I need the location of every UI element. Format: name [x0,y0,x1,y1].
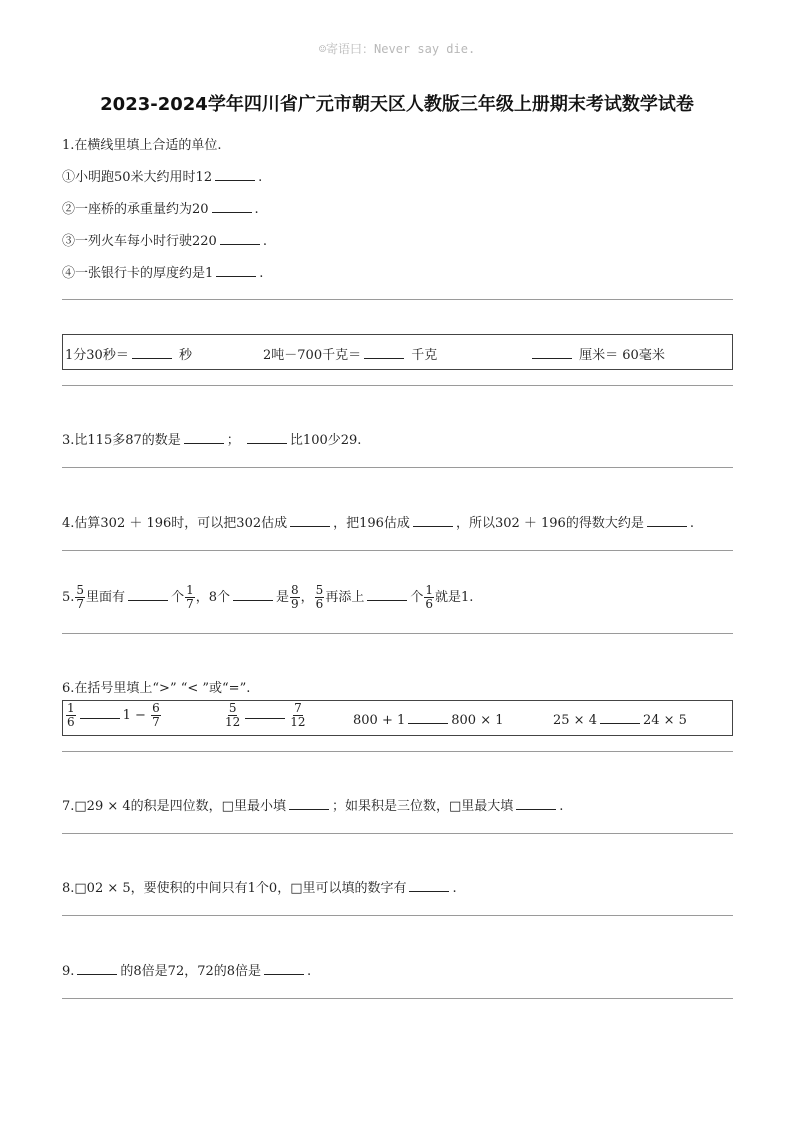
numerator: 5 [228,701,237,715]
q6-c-right: 800 × 1 [451,713,504,728]
fraction [424,584,434,611]
q2-c1-text: 1分30秒＝ [65,348,129,363]
fraction [224,702,241,729]
q6-cell-d [553,711,687,728]
numerator: 1 [67,701,75,715]
fraction [75,584,85,611]
answer-blank[interactable] [247,431,287,444]
q1-item-3 [62,230,267,249]
q6-d-right: 24 × 5 [642,713,687,728]
q3-text: 3.比115多87的数是 [62,433,181,448]
divider [62,467,733,468]
q4-mid2: ，所以302 ＋ 196的得数大约是 [455,516,644,531]
answer-blank[interactable] [409,879,449,892]
answer-blank[interactable] [600,711,640,724]
answer-blank[interactable] [413,514,453,527]
q1-item-2-end: . [254,202,259,217]
q5-t5: ， [300,590,314,605]
answer-blank[interactable] [264,962,304,975]
q7-text: 7.□29 × 4的积是四位数，□里最小填 [62,799,286,814]
q1-item-4-end: . [259,266,264,281]
answer-blank[interactable] [408,711,448,724]
numerator: 8 [291,583,299,597]
denominator: 6 [425,597,433,611]
divider [62,751,733,752]
answer-blank[interactable] [212,200,252,213]
divider [62,915,733,916]
q1-item-2-text: ②一座桥的承重量约为20 [62,202,209,217]
q5 [62,584,473,611]
q6-a-mid: 1 − [122,708,146,723]
q2-cell-1 [65,344,192,363]
q5-t6: 再添上 [325,590,365,605]
divider [62,299,733,300]
denominator: 6 [67,715,75,729]
answer-blank[interactable] [215,168,255,181]
q6-d-left: 25 × 4 [553,713,597,728]
q1-item-1-end: . [258,170,263,185]
answer-blank[interactable] [290,514,330,527]
q6-box [62,700,733,736]
divider [62,998,733,999]
answer-blank[interactable] [289,797,329,810]
q5-t3: ，8个 [195,590,230,605]
q2-cell-2 [263,344,437,363]
denominator: 12 [290,715,306,729]
q6-cell-b [223,702,308,729]
q2-box [62,334,733,370]
q5-t2: 个 [171,590,185,605]
q5-t4: 是 [276,590,290,605]
numerator: 6 [152,701,160,715]
fraction [66,702,76,729]
q6-prompt: 6.在括号里填上“>” “< ”或“=”. [62,681,251,696]
denominator: 9 [291,597,299,611]
q7 [62,795,563,814]
q5-t8: 就是1. [434,590,474,605]
q6-cell-c [353,711,504,728]
q3 [62,429,361,448]
q2-c2-unit: 千克 [411,348,438,363]
numerator: 7 [294,701,302,715]
page-title: 2023-2024学年四川省广元市朝天区人教版三年级上册期末考试数学试卷 [100,94,694,115]
q1-item-3-end: . [262,234,267,249]
answer-blank[interactable] [233,588,273,601]
answer-blank[interactable] [367,588,407,601]
q2-c3-text: 厘米＝ 60毫米 [579,348,665,363]
q5-t1: 里面有 [86,590,126,605]
q6-c-left: 800 + 1 [353,713,406,728]
fraction [289,702,306,729]
q8-text: 8.□02 × 5，要使积的中间只有1个0，□里可以填的数字有 [62,881,407,896]
fraction [151,702,161,729]
divider [62,833,733,834]
numerator: 1 [425,583,433,597]
q8 [62,877,457,896]
q7-mid: ；如果积是三位数，□里最大填 [331,799,514,814]
denominator: 6 [315,597,324,611]
numerator: 5 [315,583,324,597]
q3-mid: ； [226,433,240,448]
q6-cell-a [65,702,162,729]
q3-end: 比100少29. [289,433,362,448]
answer-blank[interactable] [80,706,120,719]
denominator: 7 [152,715,160,729]
q1-item-4-text: ④一张银行卡的厚度约是1 [62,266,214,281]
q5-t7: 个 [410,590,424,605]
q9-mid: 的8倍是72，72的8倍是 [120,964,262,979]
q4-end: . [689,516,694,531]
divider [62,633,733,634]
q9 [62,960,311,979]
q9-end: . [307,964,312,979]
q8-end: . [452,881,457,896]
q9-prefix: 9. [62,964,75,979]
answer-blank[interactable] [132,346,172,359]
numerator: 1 [186,583,194,597]
divider [62,385,733,386]
answer-blank[interactable] [364,346,404,359]
denominator: 7 [76,597,85,611]
q1-item-3-text: ③一列火车每小时行驶220 [62,234,217,249]
answer-blank[interactable] [216,264,256,277]
numerator: 5 [76,583,85,597]
motto: ☺寄语曰：Never say die. [318,42,476,56]
q5-prefix: 5. [62,590,75,605]
denominator: 7 [186,597,194,611]
q7-end: . [559,799,564,814]
answer-blank[interactable] [220,232,260,245]
answer-blank[interactable] [128,588,168,601]
answer-blank[interactable] [245,706,285,719]
q1-item-1-text: ①小明跑50米大约用时12 [62,170,213,185]
q4 [62,512,694,531]
fraction [185,584,195,611]
q1-prompt: 1.在横线里填上合适的单位. [62,138,222,153]
answer-blank[interactable] [516,797,556,810]
q2-c2-text: 2吨－700千克＝ [263,348,362,363]
denominator: 12 [225,715,241,729]
answer-blank[interactable] [77,962,117,975]
q1-item-1 [62,166,262,185]
fraction [315,584,325,611]
q1-item-4 [62,262,263,281]
q4-text: 4.估算302 ＋ 196时，可以把302估成 [62,516,288,531]
q1-item-2 [62,198,259,217]
q2-cell-3 [529,344,665,363]
divider [62,550,733,551]
answer-blank[interactable] [184,431,224,444]
answer-blank[interactable] [647,514,687,527]
answer-blank[interactable] [532,346,572,359]
q4-mid1: ，把196估成 [333,516,410,531]
q2-c1-unit: 秒 [178,348,192,363]
fraction [290,584,300,611]
